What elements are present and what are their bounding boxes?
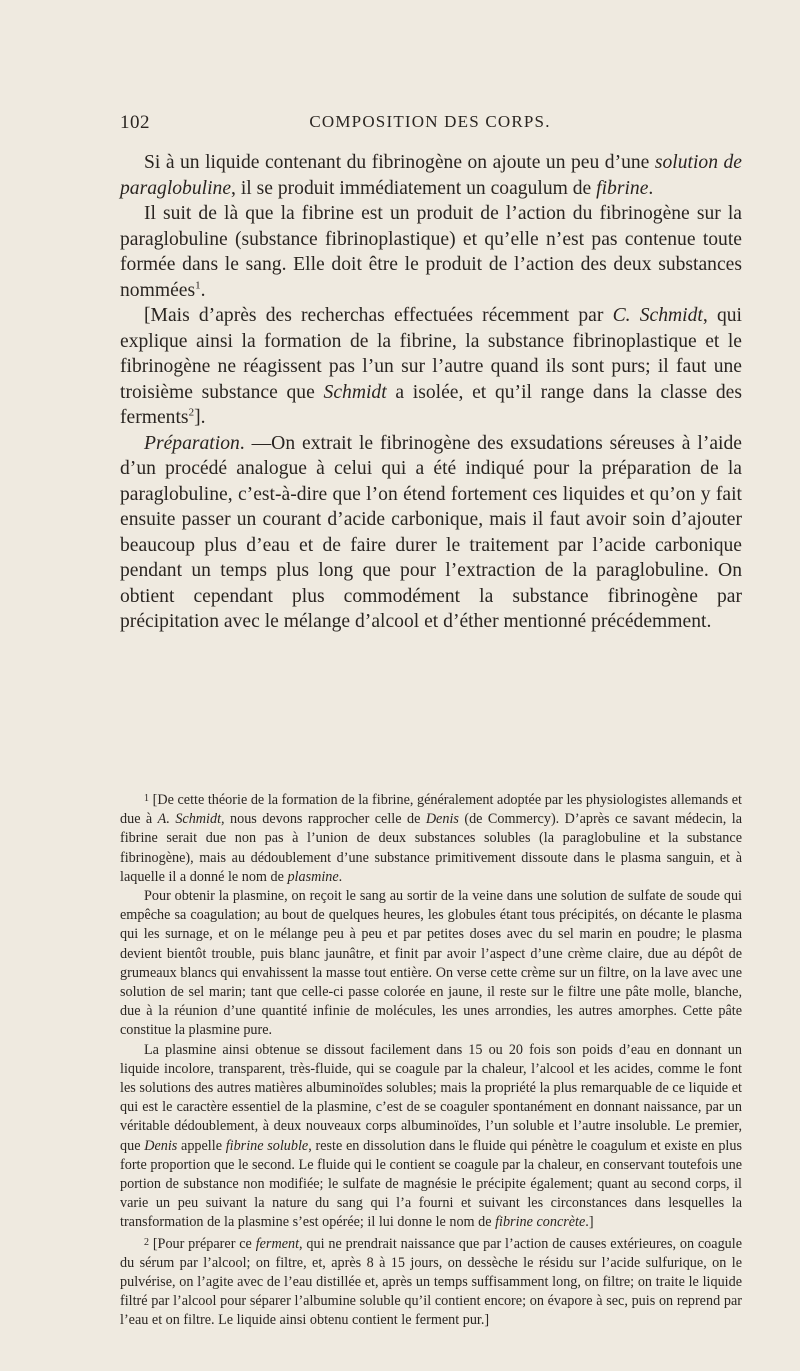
section-heading: Préparation bbox=[144, 432, 240, 454]
italic-run: fibrine bbox=[596, 177, 649, 199]
page-number: 102 bbox=[120, 112, 150, 133]
text-run: Si à un liquide contenant du fibrinogène on ajoute un peu d’une bbox=[144, 152, 655, 173]
italic-run: A. Schmidt bbox=[157, 811, 222, 828]
text-run: .] bbox=[585, 1214, 594, 1231]
footnote bbox=[120, 1233, 742, 1331]
text-run: Il suit de là que la fibrine est un produit de l’action du fibrinogène sur la paraglobuline (substance fibrinoplastique) et qu’elle n’est pas contenue toute formée dans le sang. Elle doit être le produit de l’action des deux substances nommées bbox=[120, 203, 742, 301]
text-run: . bbox=[200, 279, 206, 301]
footnote-ref: 1 bbox=[195, 278, 201, 291]
text-run: [Pour préparer ce bbox=[149, 1235, 256, 1252]
footnote-mark: 2 bbox=[144, 1236, 149, 1248]
text-run: , reste en dissolution dans le fluide qui pénètre le coagulum et existe en plus forte proportion que le second. Le fluide qui le contient se coagule par la chaleur, en conservant toutefois une portion de substance non modifiée; le sulfate de magnésie le précipite également; quant au second corps, il varie un peu suivant la nature du sang qui l’a fourni et suivant les circonstances dans lesquelles la transformation de la plasmine s’est opérée; il lui donne le nom de bbox=[120, 1137, 742, 1231]
text-run: a isolée, et qu’il range dans la classe des ferments bbox=[120, 381, 742, 428]
footnote-mark: 1 bbox=[144, 793, 149, 804]
text-run: appelle bbox=[177, 1137, 226, 1154]
text-run: ]. bbox=[194, 407, 206, 428]
italic-run: Denis bbox=[425, 811, 459, 828]
text-run: (de Commercy). D’après ce savant médecin, la fibrine serait due non pas à l’union de deux substances solubles (la paraglobuline et la substance fibrinogène), mais au dédoublement d’une substance primitivement dissoute dans le plasma sanguin, et à laquelle il a donné le nom de bbox=[120, 811, 742, 885]
italic-run: fibrine soluble bbox=[225, 1137, 309, 1154]
footnotes bbox=[120, 789, 742, 1331]
paragraph bbox=[120, 303, 742, 431]
italic-run: Schmidt bbox=[323, 381, 387, 403]
footnote-continued bbox=[120, 1041, 742, 1233]
footnote-continued bbox=[120, 887, 742, 1041]
paragraph bbox=[120, 201, 742, 303]
text-run: , il se produit immédiatement un coagulum de bbox=[231, 177, 597, 199]
italic-run: fibrine concrète bbox=[495, 1214, 586, 1231]
text-run: [Mais d’après des recherchas effectuées récemment par bbox=[144, 305, 613, 326]
paragraph bbox=[120, 150, 742, 201]
text-run: . bbox=[338, 868, 343, 885]
text-run: Pour obtenir la plasmine, on reçoit le sang au sortir de la veine dans une solution de sulfate de soude qui empêche sa coagulation; au bout de quelques heures, les globules étant tous précipités, on décante le plasma qui les surnage, et on le mélange peu à peu et par petites doses avec du sel marin en poudre; le plasma devient bientôt trouble, puis blanc jaunâtre, et finit par avoir l’aspect d’une crème claire, due au dépôt de grumeaux blancs qui envahissent la masse tout entière. On verse cette crème sur un filtre, on la lave avec une solution de sel marin; tant que celle-ci passe colorée en jaune, il reste sur le filtre une pâte molle, blanche, due à la réunion d’une quantité infinie de molécules, les unes arrondies, les autres amorphes. Cette pâte constitue la plasmine pure. bbox=[120, 888, 742, 1039]
footnote-ref: 2 bbox=[188, 406, 195, 419]
page-header bbox=[120, 112, 740, 138]
italic-run: Denis bbox=[144, 1137, 178, 1154]
text-run: , qui ne prendrait naissance que par l’action de causes extérieures, on coagule du sérum par l’alcool; on filtre, et, après 8 à 15 jours, on dessèche le résidu sur l’acide sulfurique, on le pulvérise, on l’agite avec de l’eau distillée et, après un temps suffisamment long, on filtre; on traite le liquide filtré par l’alcool pour séparer l’albumine soluble qu’il contient encore; on évapore à sec, puis on reprend par l’eau et on filtre. Le liquide ainsi obtenu contient le ferment pur.] bbox=[120, 1235, 742, 1329]
italic-run: ferment bbox=[255, 1235, 300, 1252]
text-run: , nous devons rapprocher celle de bbox=[221, 811, 426, 828]
footnote bbox=[120, 789, 742, 887]
text-run: [De cette théorie de la formation de la fibrine, généralement adoptée par les physiologistes allemands et due à bbox=[120, 792, 742, 828]
paragraph-preparation bbox=[120, 431, 742, 635]
running-title: COMPOSITION DES CORPS. bbox=[309, 112, 551, 131]
italic-run: solution de paraglobuline bbox=[120, 152, 742, 199]
text-run: . —On extrait le fibrinogène des exsudations séreuses à l’aide d’un procédé analogue à celui qui a été indiqué pour la préparation de la paraglobuline, c’est-à-dire que l’on étend fortement ces liquides et qu’on y fait ensuite passer un courant d’acide carbonique, mais il faut avoir soin d’ajouter beaucoup plus d’eau et de faire durer le traitement par l’acide carbonique pendant un temps plus long que pour l’extraction de la paraglobuline. On obtient cependant plus commodément la substance fibrinogène par précipitation avec le mélange d’alcool et d’éther mentionné précédemment. bbox=[120, 432, 742, 632]
text-run: , qui explique ainsi la formation de la fibrine, la substance fibrinoplastique et le fibrinogène ne réagissent pas l’un sur l’autre quand ils sont purs; il faut une troisième substance que bbox=[120, 305, 742, 403]
italic-run: C. Schmidt bbox=[612, 305, 703, 326]
text-run: La plasmine ainsi obtenue se dissout facilement dans 15 ou 20 fois son poids d’eau en donnant un liquide incolore, transparent, très-fluide, qui se coagule par la chaleur, l’alcool et les acides, comme le font les solutions des autres matières albuminoïdes solubles; mais la propriété la plus remarquable de ce liquide et qui est le caractère essentiel de la plasmine, c’est de se coaguler spontanément en donnant naissance, par un véritable dédoublement, à deux nouveaux corps albuminoïdes, l’un soluble et l’autre insoluble. Le premier, que bbox=[120, 1041, 742, 1154]
italic-run: plasmine bbox=[287, 868, 339, 885]
text-run: . bbox=[648, 177, 654, 199]
main-text bbox=[120, 150, 742, 635]
